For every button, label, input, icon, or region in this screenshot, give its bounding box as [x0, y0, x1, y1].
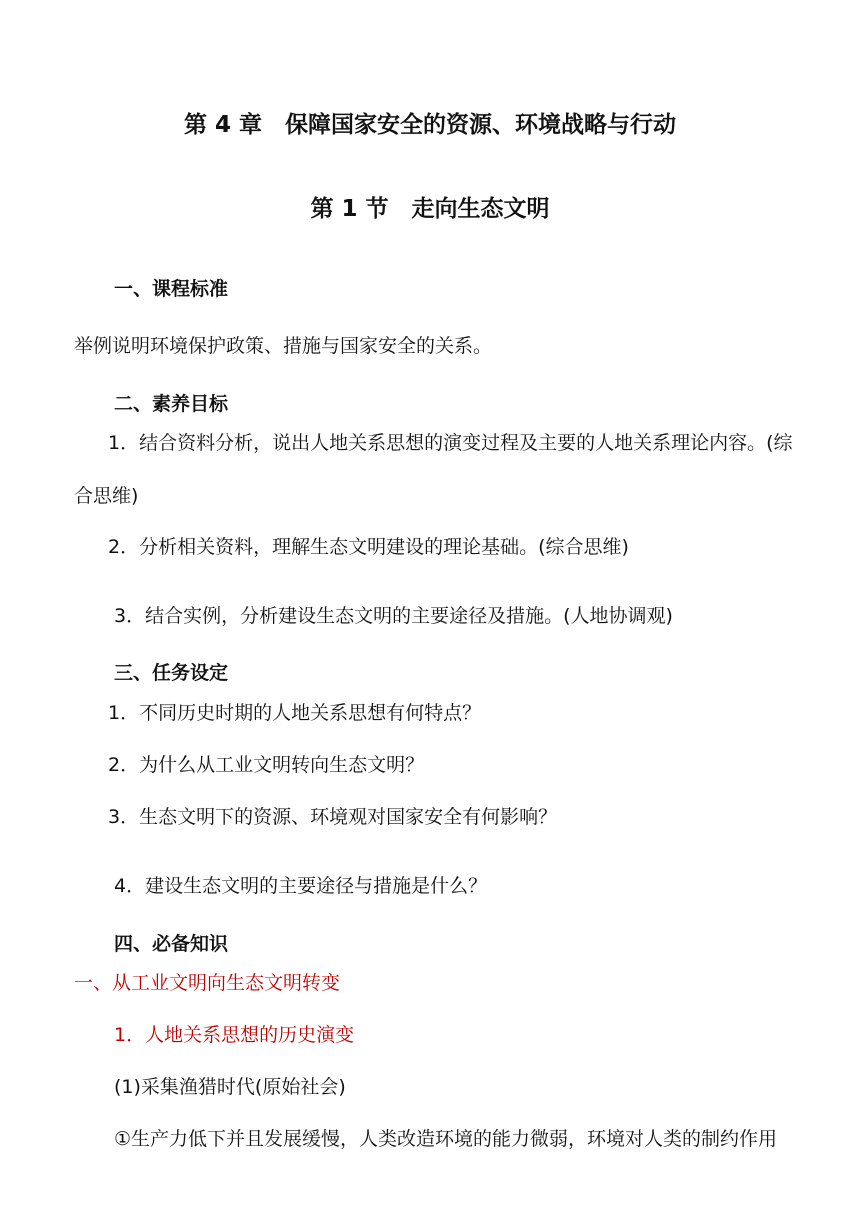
- paragraph-hunting-era: (1)采集渔猎时代(原始社会): [114, 1076, 346, 1098]
- task-2: 2．为什么从工业文明转向生态文明？: [108, 754, 425, 776]
- heading-literacy-goals: 二、素养目标: [114, 393, 229, 415]
- literacy-goal-3: 3．结合实例，分析建设生态文明的主要途径及措施。(人地协调观): [114, 605, 673, 627]
- literacy-goal-2: 2．分析相关资料，理解生态文明建设的理论基础。(综合思维): [108, 536, 629, 558]
- task-3: 3．生态文明下的资源、环境观对国家安全有何影响？: [108, 806, 558, 828]
- literacy-goal-1: 1．结合资料分析，说出人地关系思想的演变过程及主要的人地关系理论内容。(综: [108, 432, 793, 454]
- heading-task-setting: 三、任务设定: [114, 662, 229, 684]
- heading-essential-knowledge: 四、必备知识: [114, 933, 229, 955]
- curriculum-standard-text: 举例说明环境保护政策、措施与国家安全的关系。: [74, 335, 493, 357]
- paragraph-productivity: ①生产力低下并且发展缓慢，人类改造环境的能力微弱，环境对人类的制约作用: [114, 1128, 778, 1150]
- subheading-history-of-thought: 1．人地关系思想的历史演变: [114, 1024, 355, 1046]
- section-title: 第 1 节 走向生态文明: [310, 196, 550, 222]
- subheading-industrial-to-ecological: 一、从工业文明向生态文明转变: [74, 972, 341, 994]
- heading-curriculum-standard: 一、课程标准: [114, 278, 229, 300]
- task-4: 4．建设生态文明的主要途径与措施是什么？: [114, 875, 488, 897]
- literacy-goal-1-cont: 合思维): [74, 485, 139, 507]
- chapter-title: 第 4 章 保障国家安全的资源、环境战略与行动: [183, 112, 677, 138]
- task-1: 1．不同历史时期的人地关系思想有何特点？: [108, 702, 482, 724]
